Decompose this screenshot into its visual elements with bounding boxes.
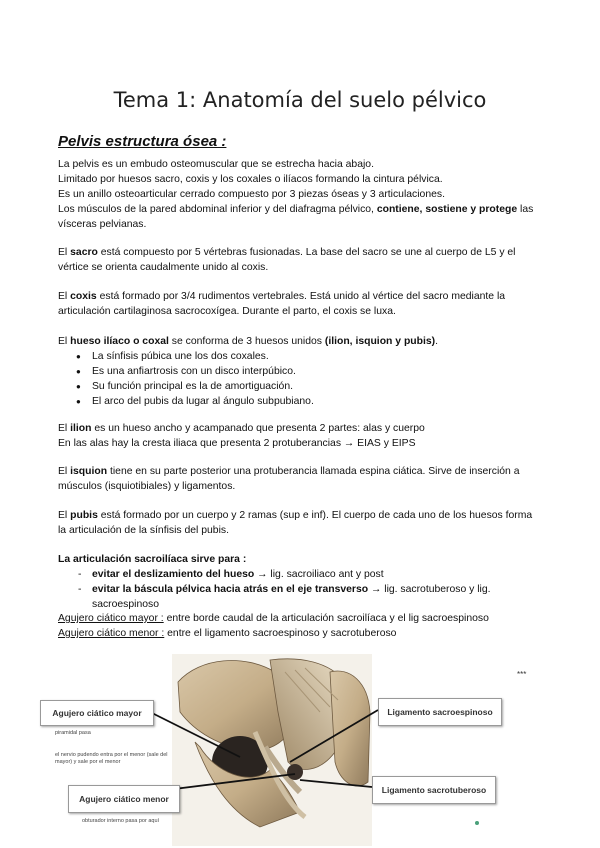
ilion-paragraph (58, 421, 542, 451)
intro-line-1: La pelvis es un embudo osteomuscular que se estrecha hacia abajo. (58, 159, 374, 170)
coxis-term: coxis (70, 291, 97, 302)
agujero-mayor-text: entre borde caudal de la articulación sacroilíaca y el lig sacroespinoso (163, 613, 489, 624)
sacroiliaca-list (58, 567, 542, 612)
pubis-paragraph (58, 508, 542, 538)
foramen-menor-hole (287, 764, 303, 780)
coxis-pre: El (58, 291, 71, 302)
ilion-pre: El (58, 423, 71, 434)
list-item: ● Su función principal es la de amortiguación. (58, 379, 542, 394)
page-title: Tema 1: Anatomía del suelo pélvico (113, 88, 487, 112)
hueso-term: hueso ilíaco o coxal (70, 336, 169, 347)
coxis-text: está formado por 3/4 rudimentos vertebrales. Está unido al vértice del sacro mediante la articulación cartilaginosa sacrocoxígea. Durante el parto, el coxis se luxa. (58, 291, 506, 317)
stars-mark: *** (517, 670, 527, 679)
ilion-line-2: En las alas hay la cresta iliaca que presenta 2 protuberancias → EIAS y EIPS (58, 438, 416, 449)
label-agujero-ciatico-mayor: Agujero ciático mayor (40, 700, 154, 726)
list-item-rest: → lig. sacroiliaco ant y post (254, 569, 384, 580)
agujero-paragraph (58, 611, 542, 641)
sacroiliaca-heading-text: La articulación sacroilíaca sirve para : (58, 554, 247, 565)
note-piramidal: piramidal pasa (55, 730, 91, 736)
intro-line-3: Es un anillo osteoarticular cerrado compuesto por 3 piezas óseas y 3 articulaciones. (58, 189, 445, 200)
section-heading: Pelvis estructura ósea : (58, 133, 227, 150)
sacro-pre: El (58, 247, 71, 258)
pubis-term: pubis (70, 510, 98, 521)
label-agujero-ciatico-menor: Agujero ciático menor (68, 785, 180, 813)
sacro-text: está compuesto por 5 vértebras fusionadas. La base del sacro se une al cuerpo de L5 y el vértice se orienta caudalmente unido al coxis. (58, 247, 516, 273)
list-item-rest: → lig. sacrotuberoso y lig. sacroespinoso (92, 584, 491, 610)
hueso-bold2: (ilion, isquion y pubis) (324, 336, 436, 347)
green-mark (475, 821, 479, 825)
sacro-term: sacro (70, 247, 98, 258)
intro-paragraph (58, 157, 542, 232)
note-obturador: obturador interno pasa por aquí (82, 818, 160, 824)
list-item: ● La sínfisis púbica une los dos coxales. (58, 349, 542, 364)
label-ligamento-sacrotuberoso: Ligamento sacrotuberoso (372, 776, 496, 804)
ilion-term: ilion (70, 423, 92, 434)
pelvis-figure (0, 652, 600, 848)
sacroiliaca-heading (58, 552, 542, 567)
intro-line-4: Los músculos de la pared abdominal inferior y del diafragma pélvico, (58, 204, 377, 215)
hueso-paragraph (58, 334, 542, 349)
hueso-end: . (435, 336, 438, 347)
coxis-paragraph (58, 289, 542, 319)
isquion-pre: El (58, 466, 71, 477)
list-item: ● El arco del pubis da lugar al ángulo subpubiano. (58, 394, 542, 409)
ilion-text: es un hueso ancho y acampanado que presenta 2 partes: alas y cuerpo (91, 423, 425, 434)
list-item-bold: evitar el deslizamiento del hueso (92, 569, 255, 580)
agujero-mayor-label: Agujero ciático mayor : (58, 613, 164, 624)
intro-line-2: Limitado por huesos sacro, coxis y los coxales o ilíacos formando la cintura pélvica. (58, 174, 443, 185)
hueso-pre: El (58, 336, 71, 347)
hueso-bullet-list (58, 349, 542, 409)
isquion-term: isquion (70, 466, 108, 477)
intro-line-4-end: las vísceras pelvianas. (58, 204, 534, 230)
isquion-paragraph (58, 464, 542, 494)
sacro-paragraph (58, 245, 542, 275)
isquion-text: tiene en su parte posterior una protuberancia llamada espina ciática. Sirve de inserción a músculos (isquiotibiales) y ligamentos. (58, 466, 520, 492)
agujero-menor-label: Agujero ciático menor : (58, 628, 165, 639)
label-ligamento-sacroespinoso: Ligamento sacroespinoso (378, 698, 502, 726)
agujero-menor-text: entre el ligamento sacroespinoso y sacrotuberoso (164, 628, 397, 639)
intro-bold: contiene, sostiene y protege (376, 204, 518, 215)
list-item (58, 582, 542, 612)
hueso-mid: se conforma de 3 huesos unidos (168, 336, 325, 347)
list-item: ● Es una anfiartrosis con un disco interpúbico. (58, 364, 542, 379)
pubis-pre: El (58, 510, 71, 521)
list-item (58, 567, 542, 582)
note-nervio-pudendo: el nervio pudendo entra por el menor (sale del mayor) y sale por el menor (55, 752, 168, 765)
pubis-text: está formado por un cuerpo y 2 ramas (sup e inf). El cuerpo de cada uno de los huesos forma la articulación de la sínfisis del pubis. (58, 510, 533, 536)
list-item-bold: evitar la báscula pélvica hacia atrás en el eje transverso (92, 584, 369, 595)
